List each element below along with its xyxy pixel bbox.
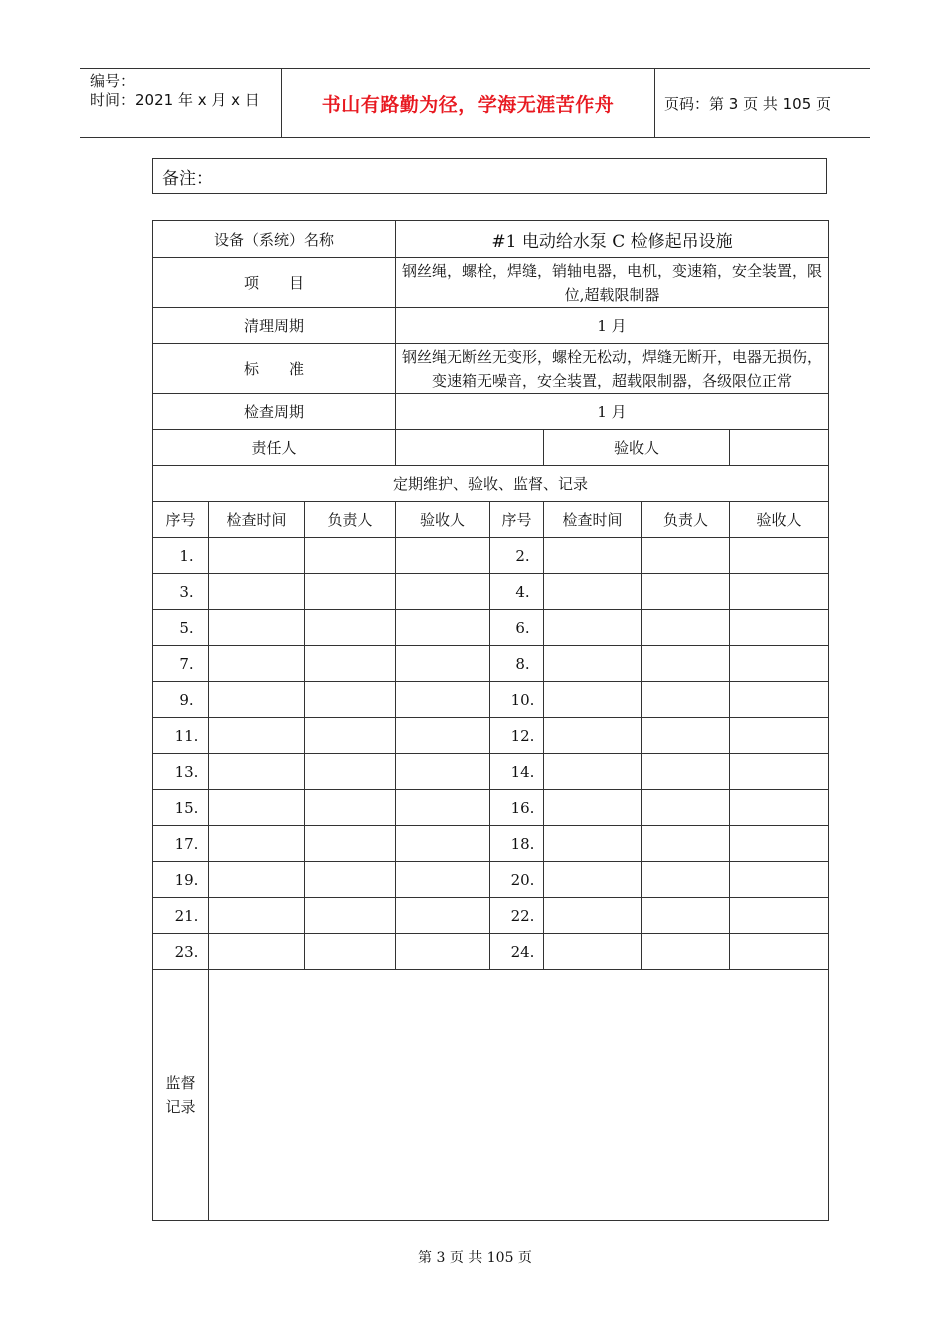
table-row xyxy=(153,898,829,934)
acceptor-cell[interactable] xyxy=(396,826,490,862)
header-meta xyxy=(80,69,281,140)
row-number: 19. xyxy=(153,862,209,898)
row-number: 10. xyxy=(490,682,544,718)
responsible-cell[interactable] xyxy=(305,718,396,754)
row-number: 4. xyxy=(490,574,544,610)
check-time-cell[interactable] xyxy=(209,574,305,610)
check-time-cell[interactable] xyxy=(209,934,305,970)
acceptor-cell[interactable] xyxy=(730,574,829,610)
responsible-cell[interactable] xyxy=(642,538,730,574)
motto: 书山有路勤为径，学海无涯苦作舟 xyxy=(321,93,615,116)
record-rows xyxy=(153,538,829,970)
item-label: 项 目 xyxy=(153,258,396,308)
acceptor-cell[interactable] xyxy=(396,574,490,610)
row-number: 16. xyxy=(490,790,544,826)
supervision-label-line2: 记录 xyxy=(165,1098,196,1116)
table-row xyxy=(153,862,829,898)
header-motto-cell xyxy=(281,69,655,137)
check-time-cell[interactable] xyxy=(544,826,642,862)
responsible-cell[interactable] xyxy=(305,682,396,718)
responsible-cell[interactable] xyxy=(305,610,396,646)
check-time-cell[interactable] xyxy=(209,646,305,682)
check-time-cell[interactable] xyxy=(544,610,642,646)
acceptor-cell[interactable] xyxy=(396,538,490,574)
responsible-label: 责任人 xyxy=(153,430,396,466)
check-time-cell[interactable] xyxy=(544,682,642,718)
check-time-cell[interactable] xyxy=(209,898,305,934)
header-page-cell xyxy=(654,69,870,137)
page-header xyxy=(80,68,870,138)
acceptor-cell[interactable] xyxy=(730,898,829,934)
row-number: 11. xyxy=(153,718,209,754)
col-header: 负责人 xyxy=(305,502,396,538)
responsible-cell[interactable] xyxy=(642,754,730,790)
table-row xyxy=(153,718,829,754)
equipment-name-value: #1 电动给水泵 C 检修起吊设施 xyxy=(396,221,829,258)
col-header: 验收人 xyxy=(730,502,829,538)
check-time-cell[interactable] xyxy=(209,538,305,574)
col-header: 检查时间 xyxy=(544,502,642,538)
responsible-cell[interactable] xyxy=(642,826,730,862)
row-number: 24. xyxy=(490,934,544,970)
page-label: 页码：第 3 页 共 105 页 xyxy=(664,94,832,113)
acceptor-value[interactable] xyxy=(730,430,829,466)
equipment-name-label: 设备（系统）名称 xyxy=(153,221,396,258)
check-time-cell[interactable] xyxy=(209,718,305,754)
number-label: 编号： xyxy=(90,72,136,90)
col-header: 负责人 xyxy=(642,502,730,538)
records-header-row xyxy=(153,502,829,538)
clean-cycle-value: 1 月 xyxy=(396,308,829,344)
responsible-cell[interactable] xyxy=(305,538,396,574)
responsible-cell[interactable] xyxy=(642,898,730,934)
col-header: 序号 xyxy=(153,502,209,538)
check-time-cell[interactable] xyxy=(544,718,642,754)
row-number: 2. xyxy=(490,538,544,574)
check-time-cell[interactable] xyxy=(544,538,642,574)
check-time-cell[interactable] xyxy=(209,682,305,718)
check-time-cell[interactable] xyxy=(209,610,305,646)
acceptor-cell[interactable] xyxy=(396,682,490,718)
responsible-cell[interactable] xyxy=(305,790,396,826)
check-time-cell[interactable] xyxy=(209,754,305,790)
check-time-cell[interactable] xyxy=(544,790,642,826)
responsible-cell[interactable] xyxy=(642,646,730,682)
standard-label: 标 准 xyxy=(153,344,396,394)
col-header: 检查时间 xyxy=(209,502,305,538)
row-number: 15. xyxy=(153,790,209,826)
item-value: 钢丝绳，螺栓，焊缝，销轴电器，电机，变速箱，安全装置，限位,超载限制器 xyxy=(396,258,829,308)
responsible-cell[interactable] xyxy=(305,898,396,934)
responsible-cell[interactable] xyxy=(305,826,396,862)
acceptor-label: 验收人 xyxy=(544,430,730,466)
row-number: 20. xyxy=(490,862,544,898)
table-row xyxy=(153,610,829,646)
row-number: 22. xyxy=(490,898,544,934)
check-time-cell[interactable] xyxy=(209,790,305,826)
row-number: 17. xyxy=(153,826,209,862)
acceptor-cell[interactable] xyxy=(396,862,490,898)
check-time-cell[interactable] xyxy=(544,898,642,934)
responsible-cell[interactable] xyxy=(305,646,396,682)
acceptor-cell[interactable] xyxy=(730,826,829,862)
clean-cycle-label: 清理周期 xyxy=(153,308,396,344)
acceptor-cell[interactable] xyxy=(730,934,829,970)
table-row xyxy=(153,826,829,862)
supervision-record-area[interactable] xyxy=(209,970,829,1221)
row-number: 7. xyxy=(153,646,209,682)
row-number: 21. xyxy=(153,898,209,934)
row-number: 3. xyxy=(153,574,209,610)
page-footer: 第 3 页 共 105 页 xyxy=(418,1250,532,1266)
responsible-cell[interactable] xyxy=(305,934,396,970)
supervision-label-cell xyxy=(153,970,209,1221)
responsible-value[interactable] xyxy=(396,430,544,466)
row-number: 13. xyxy=(153,754,209,790)
col-header: 序号 xyxy=(490,502,544,538)
check-time-cell[interactable] xyxy=(209,826,305,862)
remark-label: 备注： xyxy=(162,168,213,189)
remark-box xyxy=(152,158,827,194)
acceptor-cell[interactable] xyxy=(396,790,490,826)
maintenance-table xyxy=(152,220,829,1221)
row-number: 9. xyxy=(153,682,209,718)
standard-value: 钢丝绳无断丝无变形，螺栓无松动，焊缝无断开，电器无损伤，变速箱无噪音，安全装置，超载限制器，各级限位正常 xyxy=(396,344,829,394)
responsible-cell[interactable] xyxy=(305,574,396,610)
row-number: 18. xyxy=(490,826,544,862)
supervision-label-line1: 监督 xyxy=(165,1074,196,1092)
acceptor-cell[interactable] xyxy=(730,754,829,790)
table-row xyxy=(153,574,829,610)
responsible-cell[interactable] xyxy=(642,610,730,646)
acceptor-cell[interactable] xyxy=(730,718,829,754)
row-number: 1. xyxy=(153,538,209,574)
row-number: 6. xyxy=(490,610,544,646)
responsible-cell[interactable] xyxy=(642,574,730,610)
table-row xyxy=(153,754,829,790)
check-cycle-label: 检查周期 xyxy=(153,394,396,430)
acceptor-cell[interactable] xyxy=(396,898,490,934)
table-row xyxy=(153,646,829,682)
table-row xyxy=(153,790,829,826)
responsible-cell[interactable] xyxy=(642,718,730,754)
acceptor-cell[interactable] xyxy=(730,682,829,718)
responsible-cell[interactable] xyxy=(642,862,730,898)
check-time-cell[interactable] xyxy=(209,862,305,898)
responsible-cell[interactable] xyxy=(305,754,396,790)
check-time-cell[interactable] xyxy=(544,862,642,898)
check-time-cell[interactable] xyxy=(544,646,642,682)
responsible-cell[interactable] xyxy=(642,934,730,970)
row-number: 5. xyxy=(153,610,209,646)
row-number: 12. xyxy=(490,718,544,754)
responsible-cell[interactable] xyxy=(305,862,396,898)
acceptor-cell[interactable] xyxy=(396,754,490,790)
table-row xyxy=(153,682,829,718)
col-header: 验收人 xyxy=(396,502,490,538)
acceptor-cell[interactable] xyxy=(730,538,829,574)
acceptor-cell[interactable] xyxy=(730,646,829,682)
acceptor-cell[interactable] xyxy=(396,646,490,682)
row-number: 23. xyxy=(153,934,209,970)
check-time-cell[interactable] xyxy=(544,934,642,970)
row-number: 8. xyxy=(490,646,544,682)
acceptor-cell[interactable] xyxy=(730,790,829,826)
responsible-cell[interactable] xyxy=(642,682,730,718)
table-row xyxy=(153,934,829,970)
responsible-cell[interactable] xyxy=(642,790,730,826)
check-time-cell[interactable] xyxy=(544,574,642,610)
acceptor-cell[interactable] xyxy=(730,862,829,898)
row-number: 14. xyxy=(490,754,544,790)
check-time-cell[interactable] xyxy=(544,754,642,790)
table-row xyxy=(153,538,829,574)
acceptor-cell[interactable] xyxy=(396,718,490,754)
acceptor-cell[interactable] xyxy=(396,610,490,646)
check-cycle-value: 1 月 xyxy=(396,394,829,430)
acceptor-cell[interactable] xyxy=(396,934,490,970)
time-label: 时间：2021 年 x 月 x 日 xyxy=(90,91,260,109)
acceptor-cell[interactable] xyxy=(730,610,829,646)
records-section-title: 定期维护、验收、监督、记录 xyxy=(153,466,829,502)
